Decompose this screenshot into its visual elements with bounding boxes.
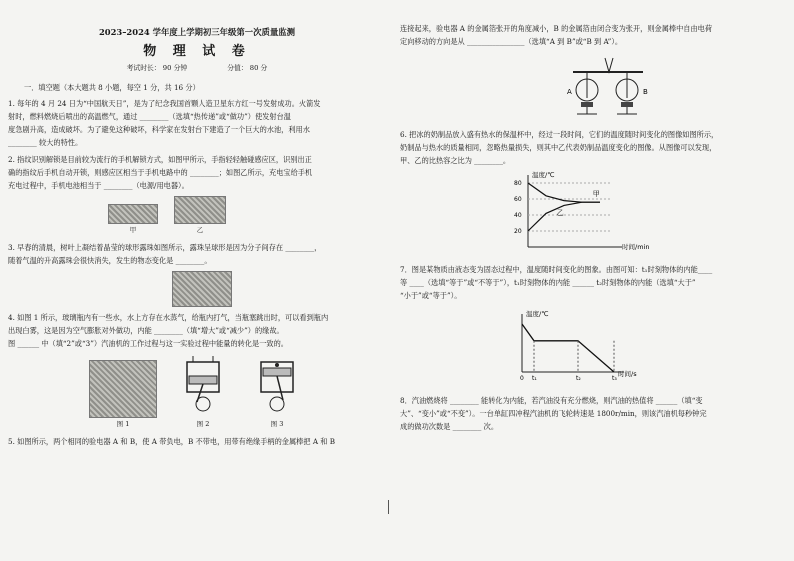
x-tick-label: t₃ xyxy=(612,375,617,382)
electroscope-figure xyxy=(430,54,786,118)
series-label: 甲 xyxy=(592,189,600,198)
engine-stroke-figure-2 xyxy=(175,356,231,431)
q8-line: 8．汽油燃烧将 ________ 能转化为内能，若汽油没有充分燃烧，则汽油的热值将 ______（填“变 xyxy=(400,396,703,405)
exam-header: 2023–2024 学年度上学期初三年级第一次质量监测 xyxy=(98,27,296,37)
question-5 xyxy=(8,435,386,448)
x-tick-label: t₁ xyxy=(532,375,537,382)
q6-chart xyxy=(512,169,786,257)
q6-line: 6. 把冰的奶制品放入盛有热水的保温杯中，经过一段时间，它们的温度随时间变化的图像如图所示， xyxy=(400,130,719,139)
left-column xyxy=(8,0,386,448)
q3-line: 随着气温的升高露珠会很快消失，发生的物态变化是 ________。 xyxy=(8,256,212,265)
electroscope-diagram xyxy=(561,54,655,118)
svg-text:B: B xyxy=(643,88,648,96)
power-bank-image xyxy=(174,196,226,237)
q2-line: 2. 指纹识别解锁是目前较为流行的手机解锁方式，如图甲所示，手指轻轻触碰感应区，识别出正 xyxy=(8,155,312,164)
y-tick-label: 80 xyxy=(514,180,522,187)
section-title: 一．填空题（本大题共 8 小题，每空 1 分，共 16 分） xyxy=(24,83,200,92)
q7-line: 7．图是某物质由液态变为固态过程中，温度随时间变化的图象。由图可知：t₁时刻物体的内能____ xyxy=(400,265,713,274)
y-tick-label: 60 xyxy=(514,196,522,203)
exam-time: 考试时长： 90 分钟 xyxy=(126,64,188,72)
q6-line: 甲、乙的比热容之比为 ________。 xyxy=(400,156,511,165)
question-2 xyxy=(8,153,386,237)
q1-line: 1. 每年的 4 月 24 日为“中国航天日”，是为了纪念我国首颗人造卫星东方红一号发射成功。火箭发 xyxy=(8,99,321,108)
q4-line: 4. 如图 1 所示，玻璃瓶内有一些水，水上方存在水蒸气，给瓶内打气，当瓶塞跳出时，可以看到瓶内 xyxy=(8,313,329,322)
q4-line: 出现白雾，这是因为空气膨胀对外做功，内能 ________（填“增大”或“减少”）的缘故。 xyxy=(8,326,284,335)
bottle-experiment-image xyxy=(89,360,157,431)
figure-label: 图 3 xyxy=(270,420,284,428)
temperature-chart-1 xyxy=(512,169,662,253)
temperature-chart-2 xyxy=(512,308,652,382)
x-axis-label: 时间/s xyxy=(618,370,637,378)
fingerprint-phone-image xyxy=(108,204,158,237)
q6-line: 奶制品与热水的质量相同，忽略热量损失，则其中乙代表奶制品温度变化的图像。从图像可以发现， xyxy=(400,143,717,152)
figure-label: 甲 xyxy=(129,226,137,234)
q2-figures xyxy=(0,196,386,237)
y-tick-label: 20 xyxy=(514,228,522,235)
q5-continued: 定向移动的方向是从 ________________（选填“A 到 B”或“B 到 A”）。 xyxy=(400,37,623,46)
question-6 xyxy=(400,128,786,257)
cooling-curve xyxy=(522,324,614,372)
q8-line: 成的做功次数是 ________ 次。 xyxy=(400,422,499,431)
series-label: 乙 xyxy=(556,209,564,217)
q1-line: 射时，燃料燃烧后喷出的高温燃气，通过 ________（选填“热传递”或“做功”）使发射台温 xyxy=(8,112,291,121)
x-axis-label: 时间/min xyxy=(622,243,650,251)
exam-score: 分值： 80 分 xyxy=(227,64,268,72)
question-3 xyxy=(8,241,386,307)
q2-line: 确的指纹后手机自动开锁，则感应区相当于手机电路中的 ________；如图乙所示，充电宝给手机 xyxy=(8,168,313,177)
right-column xyxy=(400,22,786,433)
question-7 xyxy=(400,263,786,386)
y-axis-label: 温度/℃ xyxy=(526,310,549,318)
figure-label: 图 1 xyxy=(116,420,130,428)
page-title: 物 理 试 卷 xyxy=(143,44,251,59)
q3-line: 3. 早春的清晨，树叶上凝结着晶莹的球形露珠如图所示，露珠呈球形是因为分子间存在 ________， xyxy=(8,243,322,252)
y-tick-label: 40 xyxy=(514,212,522,219)
x-tick-label: 0 xyxy=(520,375,524,382)
q4-figures xyxy=(8,356,386,431)
exam-meta xyxy=(8,62,386,75)
dew-drop-image xyxy=(172,271,232,307)
q7-line: 等 ____（选填“等于”或“不等于”），t₁时刻物体的内能 ______ t₂时刻物体的内能（选填“大于” xyxy=(400,278,696,287)
q7-chart xyxy=(512,308,786,386)
figure-label: 乙 xyxy=(196,226,204,234)
q5-continued: 连接起来，验电器 A 的金属箔张开的角度减小，B 的金属箔由闭合变为张开，则金属棒中自由电荷 xyxy=(400,24,713,33)
q1-line: 度急剧升高，造成破坏。为了避免这种破坏，科学家在发射台下建造了一个巨大的水池，利用水 xyxy=(8,125,310,134)
question-4 xyxy=(8,311,386,431)
engine-stroke-figure-3 xyxy=(249,356,305,431)
q5-line: 5. 如图所示，两个相同的验电器 A 和 B，使 A 带负电，B 不带电，用带有绝缘手柄的金属棒把 A 和 B xyxy=(8,437,336,446)
y-axis-label: 温度/℃ xyxy=(532,171,555,179)
x-tick-label: t₂ xyxy=(576,375,581,382)
q8-line: 大”、“变小”或“不变”）。一台单缸四冲程汽油机的飞轮转速是 1800r/min，则该汽油机每秒钟完 xyxy=(400,409,707,418)
q3-figure xyxy=(8,271,386,307)
q2-line: 充电过程中，手机电池相当于 ________（电源/用电器）。 xyxy=(8,181,189,190)
svg-text:A: A xyxy=(567,88,572,96)
series-line-yi xyxy=(528,202,600,231)
question-8 xyxy=(400,394,786,433)
q1-line: ________ 较大的特性。 xyxy=(8,138,83,147)
q4-line: 图 ______ 中（填“2”或“3”）汽油机的工作过程与这一实验过程中能量的转化是一致的。 xyxy=(8,339,288,348)
q7-line: “小于”或“等于”）。 xyxy=(400,291,462,300)
column-divider xyxy=(388,500,389,514)
question-1 xyxy=(8,97,386,149)
figure-label: 图 2 xyxy=(196,420,210,428)
